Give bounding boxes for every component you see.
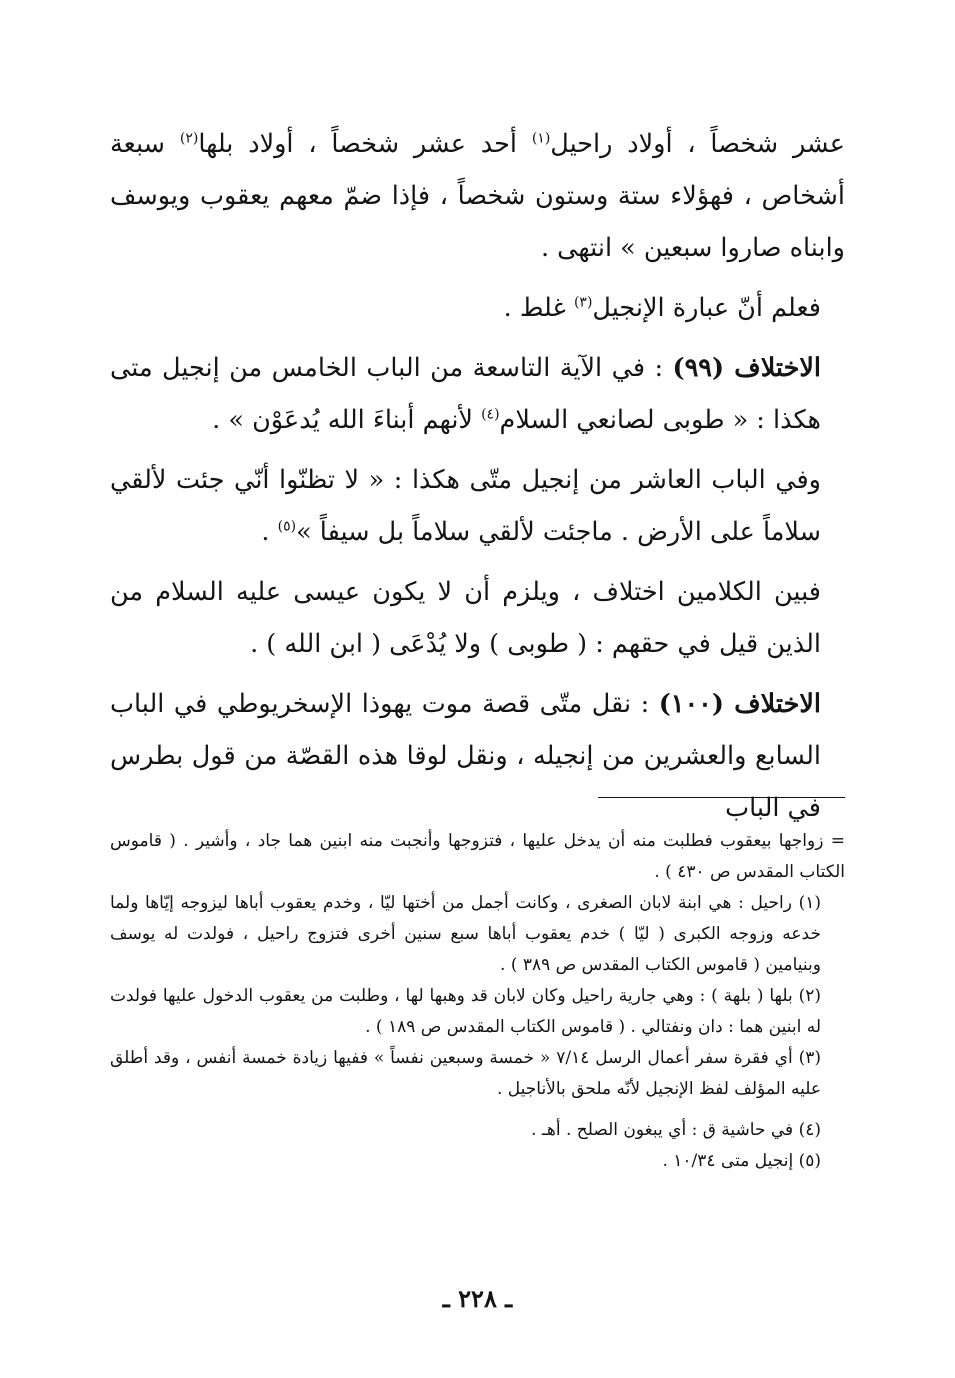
section-heading-100: الاختلاف (١٠٠) [658,689,821,719]
footnote-5: (٥) إنجيل متى ١٠/٣٤ . [662,1151,821,1171]
text-run: وفي الباب العاشر من إنجيل متّى هكذا : « لا تظنّوا أنّي جئت لألقي سلاماً على الأرض . ماجئت لألقي سلاماً بل سيفاً » [110,465,821,547]
footnote-ref-1[interactable]: (١) [531,130,551,147]
text-run: سبعة أشخاص ، فهؤلاء ستة وستون شخصاً ، فإذا ضمّ معهم يعقوب ويوسف وابناه صاروا سبعين » انتهى . [110,129,845,263]
footnote-2: (٢) بلها ( بلهة ) : وهي جارية راحيل وكان لابان قد وهبها لها ، وطلبت من يعقوب الدخول عليها فولدت له ابنين هما : دان ونفتالي . ( قاموس الكتاب المقدس ص ١٨٩ ) . [110,986,821,1037]
footnote-separator [598,797,845,798]
text-run: . [261,517,278,547]
main-text [110,118,845,834]
footnote-4: (٤) في حاشية ق : أي يبغون الصلح . أهـ . [531,1120,821,1140]
paragraph-continuation [110,118,845,274]
footnotes [110,826,845,1177]
section-heading-99: الاختلاف (٩٩) [672,353,821,383]
footnote-continuation: = زواجها بيعقوب فطلبت منه أن يدخل عليها ، فتزوجها وأنجبت منه ابنين هما جاد ، وأشير . ( قاموس الكتاب المقدس ص ٤٣٠ ) . [110,831,845,882]
text-run: فعلم أنّ عبارة الإنجيل [592,293,821,323]
footnote-ref-2[interactable]: (٢) [179,130,199,147]
paragraph-discussion [110,566,845,670]
footnote-3: (٣) أي فقرة سفر أعمال الرسل ٧/١٤ « خمسة وسبعين نفساً » ففيها زيادة خمسة أنفس ، وقد أطلق عليه المؤلف لفظ الإنجيل لأنّه ملحق بالأناجيل . [110,1048,821,1099]
text-run: أحد عشر شخصاً ، أولاد بلها [198,129,532,159]
text-run: غلط . [503,293,574,323]
footnote-ref-3[interactable]: (٣) [573,294,593,311]
footnote-1: (١) راحيل : هي ابنة لابان الصغرى ، وكانت أجمل من أختها ليّا ، وخدم يعقوب أباها ليزوجه إيّاها ولما خدعه وزوجه الكبرى ( ليّا ) خدم يعقوب أباها سبع سنين أخرى فتزوج راحيل ، فولدت له يوسف وبنيامين ( قاموس الكتاب المقدس ص ٣٨٩ ) . [110,893,821,975]
paragraph-difference-100 [110,678,845,834]
page-number: ـ ٢٢٨ ـ [442,1284,513,1313]
text-run: فبين الكلامين اختلاف ، ويلزم أن لا يكون عيسى عليه السلام من الذين قيل في حقهم : ( طوبى ) ولا يُدْعَى ( ابن الله ) . [110,577,821,659]
text-run: لأنهم أبناءَ الله يُدعَوْن » . [212,405,482,435]
paragraph-conclusion [110,282,845,334]
text-run: عشر شخصاً ، أولاد راحيل [550,129,845,159]
footnote-ref-4[interactable]: (٤) [481,406,500,423]
footnote-ref-5[interactable]: (٥) [277,518,297,535]
text-run: : في الآية التاسعة من الباب الخامس من إنجيل متى هكذا : « طوبى لصانعي السلام [110,353,821,435]
text-run: : نقل متّى قصة موت يهوذا الإسخريوطي في الباب السابع والعشرين من إنجيله ، ونقل لوقا هذه القصّة من قول بطرس في الباب [110,689,821,823]
paragraph-difference-99 [110,342,845,446]
paragraph-chapter-ten [110,454,845,558]
